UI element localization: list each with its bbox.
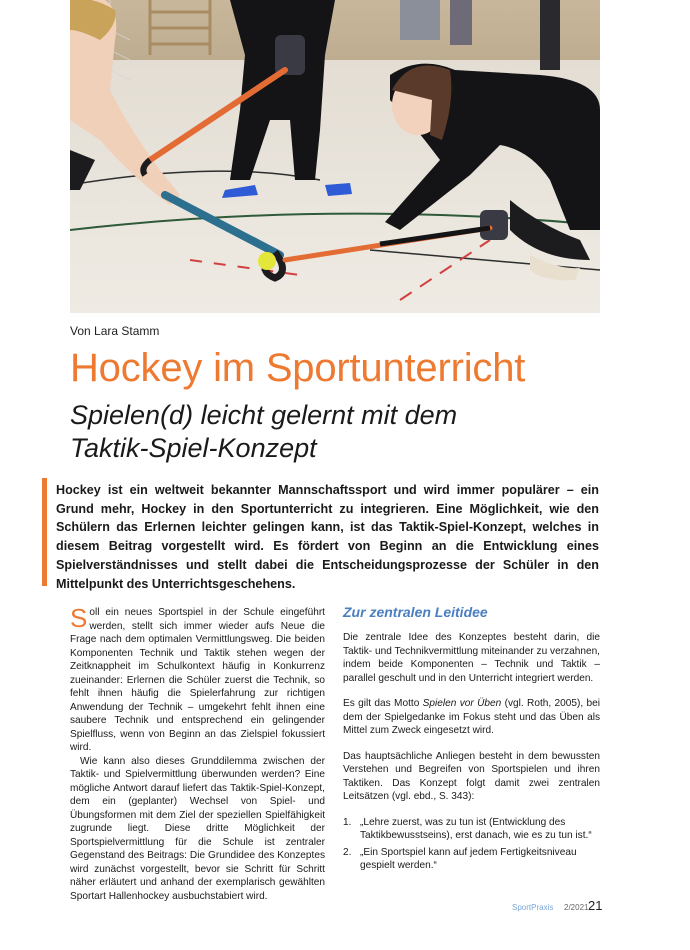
list-item: [343, 846, 600, 873]
left-paragraph-1: [70, 603, 325, 755]
hockey-players-image: [70, 0, 600, 313]
page-subtitle: [70, 399, 457, 465]
right-paragraph-2-end: (vgl. Roth, 2005), bei dem der Spielgedanke im Fokus steht und das Üben als Mittel zum Zweck eingesetzt wird.: [343, 698, 600, 736]
right-column: [343, 606, 600, 876]
right-paragraph-3: Das hauptsächliche Anliegen besteht in dem bewussten Verstehen und Begreifen von Sportspielen und ihren Taktiken. Das Konzept folgt damit zwei zentralen Leitsätzen (vgl. ebd., S. 343):: [343, 750, 600, 802]
left-paragraph-2: Wie kann also dieses Grunddilemma zwischen der Taktik- und Spielvermittlung überwunden werden? Eine mögliche Antwort darauf liefert das Taktik-Spiel-Konzept, dem ein (geplanter) Wechsel von Spiel- und Übungsformen mit dem Ziel der speziellen Spielfähigkeit zugrunde liegt. Diese dritte Möglichkeit der Sportspielvermittlung für die Schule ist zentraler Gegenstand des Beitrags: Die Grundidee des Konzeptes wird zunächst vorgestellt, bevor sie Schritt für Schritt näher erläutert und anhand der exemplarisch gewählten Sportart Hallenhockey ausbuchstabiert wird.: [70, 755, 325, 902]
right-paragraph-2-start: Es gilt das Motto: [343, 698, 423, 709]
list-item-number: 2.: [343, 846, 352, 858]
list-item-text: „Lehre zuerst, was zu tun ist (Entwicklung des Taktikbewusstseins), erst danach, wie es zu tun ist.“: [360, 816, 592, 841]
drop-cap: S: [70, 603, 88, 633]
right-paragraph-2: [343, 697, 600, 738]
byline: Von Lara Stamm: [70, 324, 160, 338]
subtitle-line-2: Taktik-Spiel-Konzept: [70, 433, 317, 463]
principles-list: [343, 816, 600, 873]
footer-brand: SportPraxis: [512, 903, 554, 912]
lead-paragraph: Hockey ist ein weltweit bekannter Mannschaftssport und wird immer populärer – ein Grund mehr, Hockey in den Sportunterricht zu integrieren. Eine Möglichkeit, wie den Schülern das Erlernen leichter gelingen kann, ist das Taktik-Spiel-Konzept, welches in diesem Beitrag vorgestellt wird. Es fördert von Beginn an die Entwicklung eines Spielverständnisses und stellt dabei die Entscheidungsprozesse der Schüler in den Mittelpunkt des Unterrichtsgeschehens.: [56, 483, 599, 591]
page-title: Hockey im Sportunterricht: [70, 346, 526, 390]
page-number: 21: [588, 898, 603, 913]
list-item-text: „Ein Sportspiel kann auf jedem Fertigkeitsniveau gespielt werden.“: [360, 846, 577, 871]
motto-emphasis: Spielen vor Üben: [422, 698, 502, 709]
lead-accent-bar: [42, 478, 47, 586]
list-item: [343, 816, 600, 843]
left-paragraph-1-text: oll ein neues Sportspiel in der Schule eingeführt werden, stellt sich immer wieder aufs Neue die Frage nach dem optimalen Vermittlungsweg. Die beiden Komponenten Technik und Taktik stehen wegen der Zeitknappheit im Schulkontext häufig in Konkurrenz zueinander: Erlernen die Schüler zuerst die Technik, so fehlt ihnen häufig die Spielerfahrung zur richtigen Anwendung der Technik – umgekehrt fehlt ihnen eine saubere Technik und entsprechend ein gelingender Spielfluss, wenn von Beginn an das Zielspiel fokussiert wird.: [70, 607, 325, 753]
list-item-number: 1.: [343, 816, 352, 828]
hero-photo: [70, 0, 600, 313]
subtitle-line-1: Spielen(d) leicht gelernt mit dem: [70, 400, 458, 430]
section-heading: Zur zentralen Leitidee: [343, 604, 488, 620]
right-paragraph-1: Die zentrale Idee des Konzeptes besteht darin, die Taktik- und Technikvermittlung miteinander zu verzahnen, indem beide Komponenten – Technik und Taktik – parallel geschult und in den Unterricht integriert werden.: [343, 632, 600, 684]
left-column: [70, 603, 325, 903]
footer-issue: 2/2021: [564, 903, 589, 912]
